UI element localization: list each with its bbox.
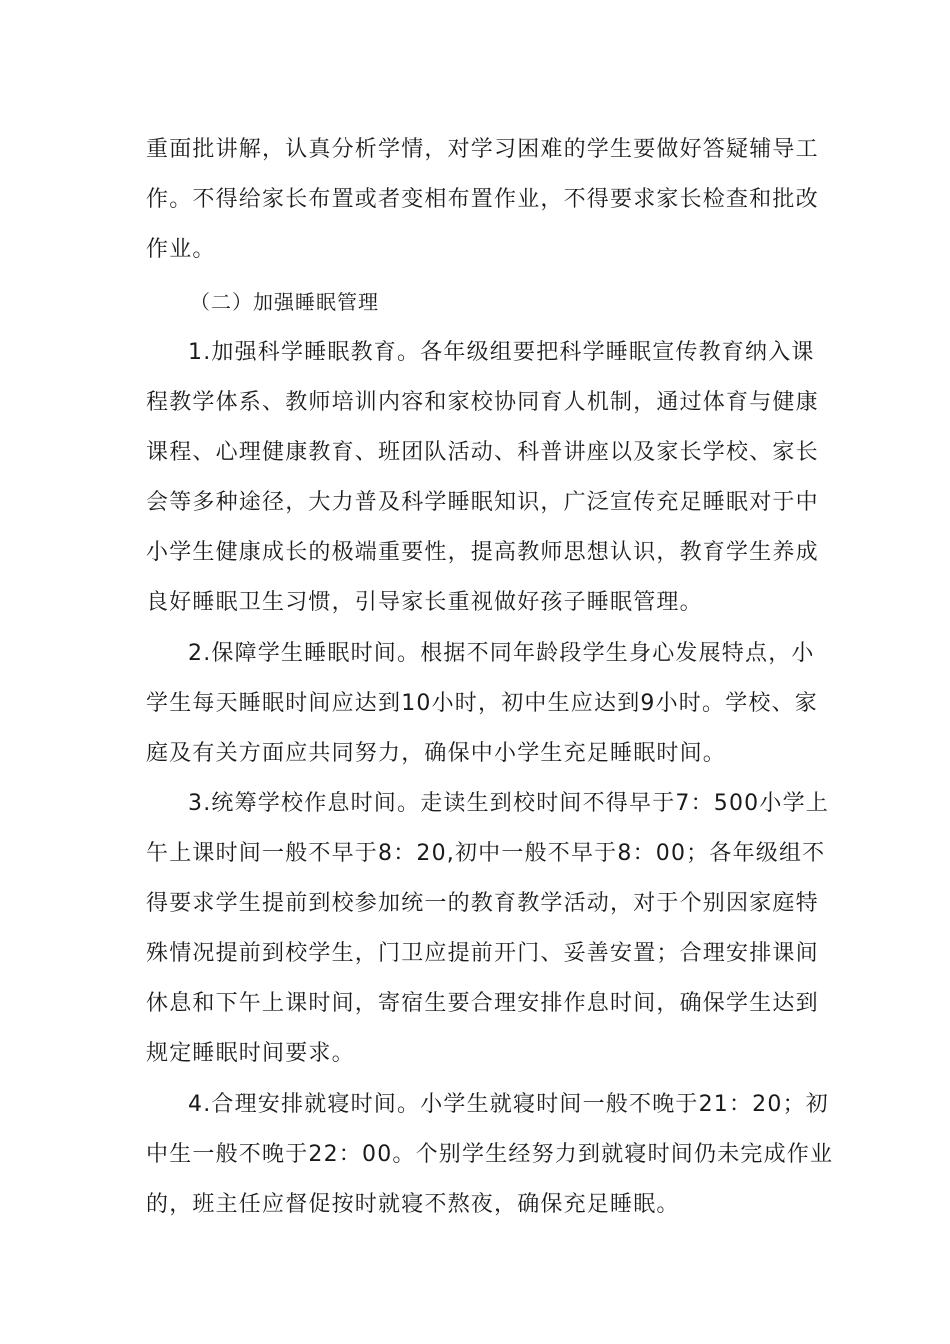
paragraph-line: 作业。 (146, 237, 216, 262)
item1-line: 1.加强科学睡眠教育。各年级组要把科学睡眠宣传教育纳入课 (188, 340, 815, 365)
item4-line: 的，班主任应督促按时就寝不熬夜，确保充足睡眠。 (146, 1192, 680, 1217)
item2-line: 学生每天睡眠时间应达到10小时，初中生应达到9小时。学校、家 (146, 691, 818, 716)
item3-line: 午上课时间一般不早于8：20,初中一般不早于8：00；各年级组不 (146, 841, 826, 866)
item2-line: 2.保障学生睡眠时间。根据不同年龄段学生身心发展特点，小 (188, 641, 815, 666)
paragraph-line: 重面批讲解，认真分析学情，对学习困难的学生要做好答疑辅导工 (146, 137, 819, 162)
paragraph-line: 作。不得给家长布置或者变相布置作业，不得要求家长检查和批改 (146, 187, 819, 212)
item3-line: 3.统筹学校作息时间。走读生到校时间不得早于7：500小学上 (188, 791, 829, 816)
item1-line: 程教学体系、教师培训内容和家校协同育人机制，通过体育与健康 (146, 390, 819, 415)
item3-line: 休息和下午上课时间，寄宿生要合理安排作息时间，确保学生达到 (146, 991, 819, 1016)
item1-line: 课程、心理健康教育、班团队活动、科普讲座以及家长学校、家长 (146, 440, 819, 465)
item4-line: 中生一般不晚于22：00。个别学生经努力到就寝时间仍未完成作业 (146, 1142, 834, 1167)
item3-line: 殊情况提前到校学生，门卫应提前开门、妥善安置；合理安排课间 (146, 941, 819, 966)
item2-line: 庭及有关方面应共同努力，确保中小学生充足睡眠时间。 (146, 741, 727, 766)
item3-line: 得要求学生提前到校参加统一的教育教学活动，对于个别因家庭特 (146, 891, 819, 916)
item1-line: 小学生健康成长的极端重要性，提高教师思想认识，教育学生养成 (146, 540, 819, 565)
item4-line: 4.合理安排就寝时间。小学生就寝时间一般不晚于21：20；初 (188, 1092, 829, 1117)
item3-line: 规定睡眠时间要求。 (146, 1041, 355, 1066)
item1-line: 良好睡眠卫生习惯，引导家长重视做好孩子睡眠管理。 (146, 590, 703, 615)
section-heading: （二）加强睡眠管理 (190, 290, 379, 314)
item1-line: 会等多种途径，大力普及科学睡眠知识，广泛宣传充足睡眠对于中 (146, 490, 819, 515)
